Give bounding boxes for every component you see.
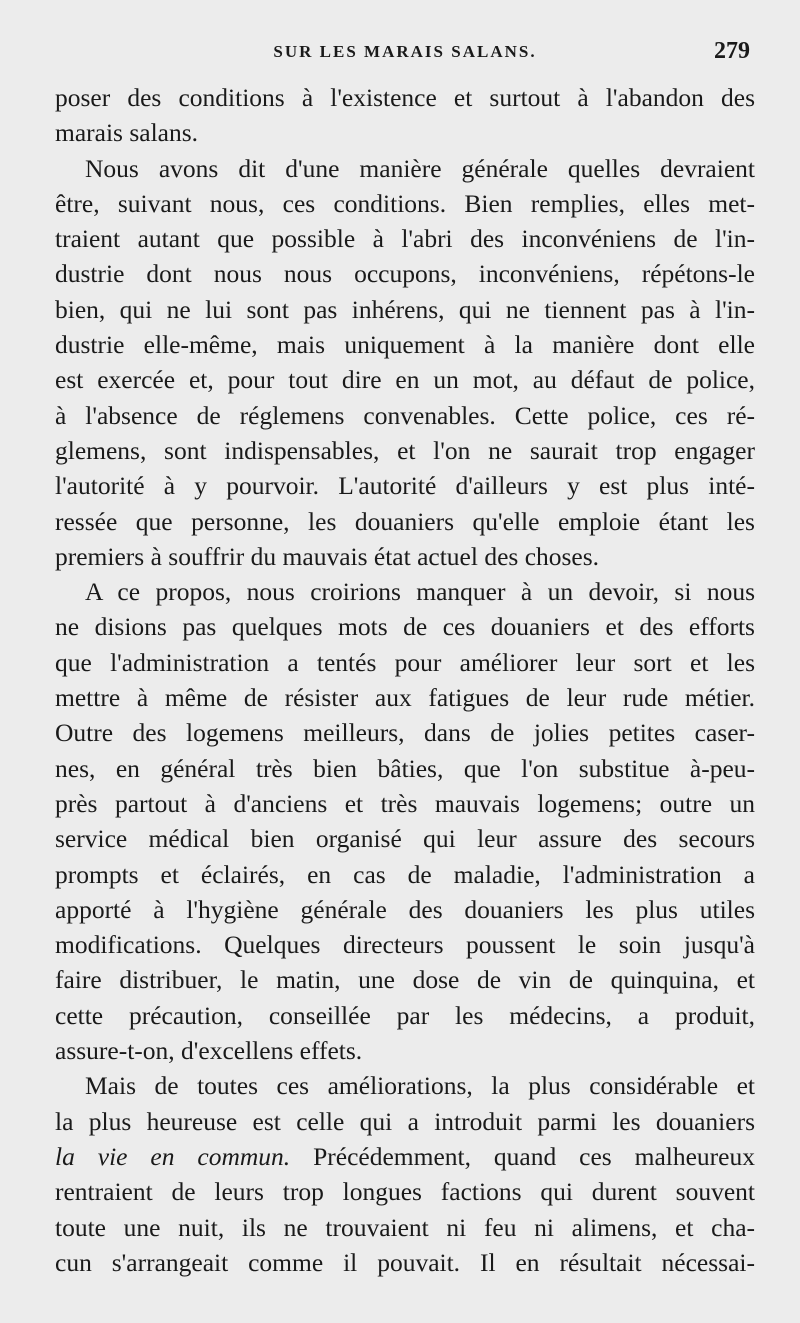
page-number: 279: [714, 38, 750, 64]
text-line: toute une nuit, ils ne trouvaient ni feu ni alimens, et cha-: [55, 1212, 755, 1242]
text-line: être, suivant nous, ces conditions. Bien remplies, elles met-: [55, 188, 755, 218]
text-line: dustrie elle-même, mais uniquement à la manière dont elle: [55, 330, 755, 360]
body-text: [55, 80, 755, 1280]
text-line: Outre des logemens meilleurs, dans de jolies petites caser-: [55, 718, 755, 748]
text-line: service médical bien organisé qui leur assure des secours: [55, 824, 755, 854]
text-line: ne disions pas quelques mots de ces douaniers et des efforts: [55, 612, 755, 642]
text-line: cette précaution, conseillée par les médecins, a produit,: [55, 1000, 755, 1030]
paragraph-start-line: Mais de toutes ces améliorations, la plus considérable et: [85, 1071, 755, 1101]
text-line: faire distribuer, le matin, une dose de vin de quinquina, et: [55, 965, 755, 995]
text-line-with-italic: [55, 1139, 755, 1174]
paragraph-start-line: A ce propos, nous croirions manquer à un devoir, si nous: [85, 577, 755, 607]
running-head: [60, 38, 750, 72]
text-line: traient autant que possible à l'abri des inconvéniens de l'in-: [55, 224, 755, 254]
text-line: à l'absence de réglemens convenables. Cette police, ces ré-: [55, 400, 755, 430]
text-line: glemens, sont indispensables, et l'on ne saurait trop engager: [55, 435, 755, 465]
text-line: nes, en général très bien bâties, que l'on substitue à-peu-: [55, 753, 755, 783]
text-line: apporté à l'hygiène générale des douaniers les plus utiles: [55, 894, 755, 924]
text-line: dustrie dont nous nous occupons, inconvéniens, répétons-le: [55, 259, 755, 289]
text-line: premiers à souffrir du mauvais état actuel des choses.: [55, 541, 600, 571]
text-segment: Précédemment, quand ces malheureux: [313, 1141, 755, 1171]
text-line: marais salans.: [55, 118, 199, 148]
text-line: prompts et éclairés, en cas de maladie, l'administration a: [55, 859, 755, 889]
text-line: mettre à même de résister aux fatigues de leur rude métier.: [55, 683, 755, 713]
text-line: bien, qui ne lui sont pas inhérens, qui ne tiennent pas à l'in-: [55, 294, 755, 324]
paragraph-start-line: Nous avons dit d'une manière générale quelles devraient: [85, 153, 755, 183]
text-line: que l'administration a tentés pour améliorer leur sort et les: [55, 647, 755, 677]
text-line: modifications. Quelques directeurs poussent le soin jusqu'à: [55, 930, 755, 960]
text-line: la plus heureuse est celle qui a introduit parmi les douaniers: [55, 1106, 755, 1136]
text-line: assure-t-on, d'excellens effets.: [55, 1036, 363, 1066]
text-line: l'autorité à y pourvoir. L'autorité d'ailleurs y est plus inté-: [55, 471, 755, 501]
text-line: ressée que personne, les douaniers qu'elle emploie étant les: [55, 506, 755, 536]
text-line: rentraient de leurs trop longues factions qui durent souvent: [55, 1177, 755, 1207]
text-line: est exercée et, pour tout dire en un mot, au défaut de police,: [55, 365, 755, 395]
text-line: cun s'arrangeait comme il pouvait. Il en résultait nécessai-: [55, 1247, 755, 1277]
text-line: poser des conditions à l'existence et surtout à l'abandon des: [55, 83, 755, 112]
text-line: près partout à d'anciens et très mauvais logemens; outre un: [55, 788, 755, 818]
italic-phrase: la vie en commun.: [55, 1141, 291, 1171]
running-title: SUR LES MARAIS SALANS.: [273, 42, 537, 61]
